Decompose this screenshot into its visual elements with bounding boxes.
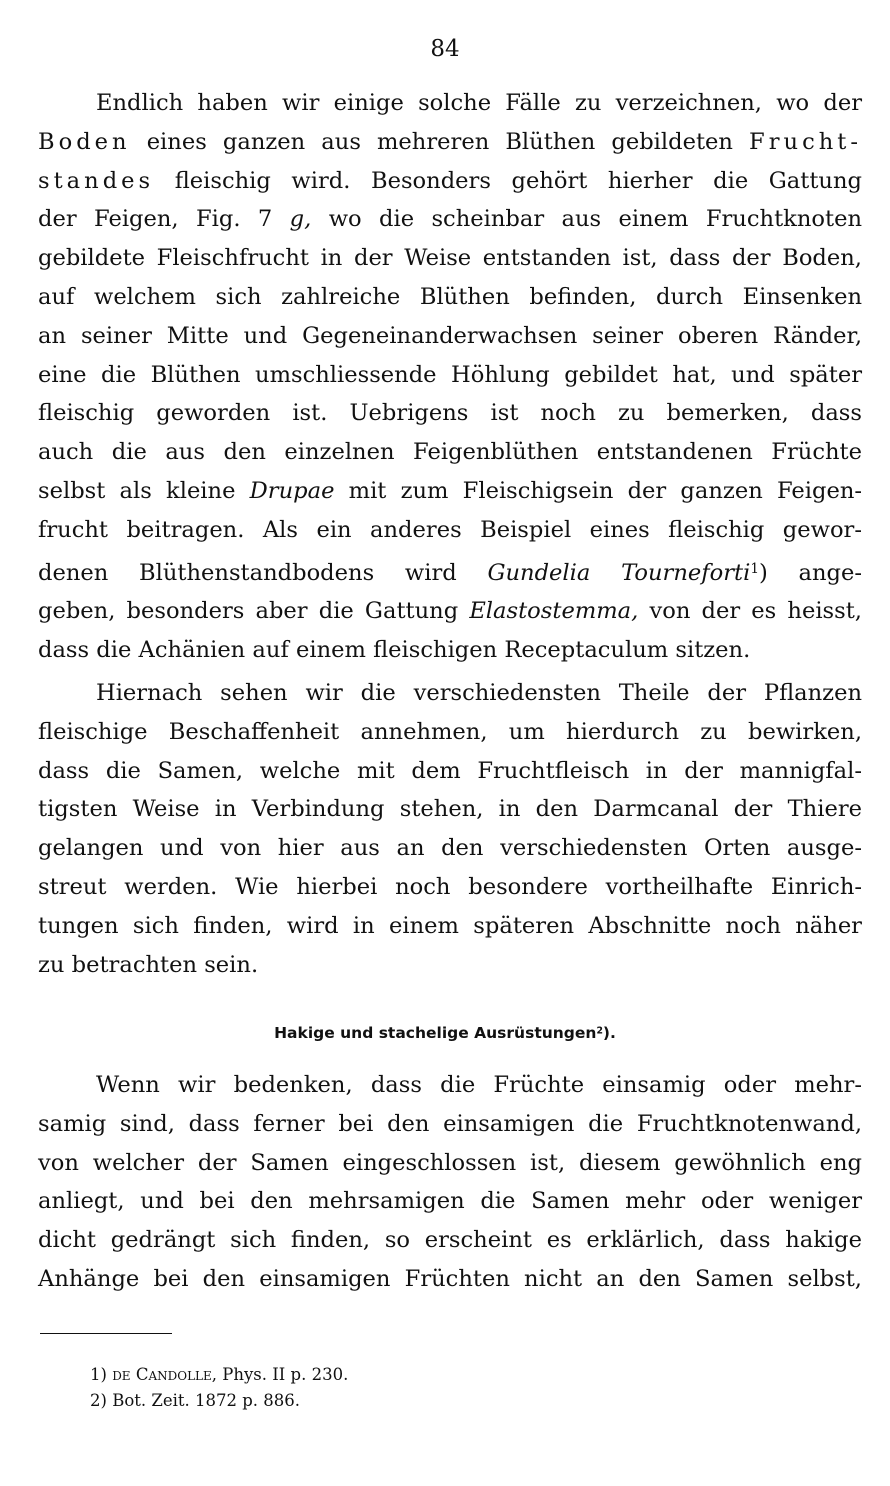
text-line: fleischige Beschaffenheit annehmen, um hierdurch zu bewirken, xyxy=(38,718,862,745)
text-line xyxy=(38,200,862,239)
paragraph-1 xyxy=(38,84,862,670)
text-line xyxy=(38,592,862,631)
text-line: frucht beitragen. Als ein anderes Beispiel eines fleischig gewor- xyxy=(38,516,862,543)
paragraph-2 xyxy=(38,674,862,984)
text-line xyxy=(38,472,862,511)
text-line: streut werden. Wie hierbei noch besondere vortheilhafte Einrich- xyxy=(38,873,862,900)
text-line: Wenn wir bedenken, dass die Früchte einsamig oder mehr- xyxy=(96,1072,862,1098)
italic-term: Elastostemma, xyxy=(469,598,639,625)
text-segment: ) ange- xyxy=(758,559,862,586)
text-line: auch die aus den einzelnen Feigenblüthen entstandenen Früchte xyxy=(38,439,862,466)
text-line: anliegt, und bei den mehrsamigen die Samen mehr oder weniger xyxy=(38,1188,862,1215)
paragraph-3 xyxy=(38,1066,862,1299)
text-line: eine die Blüthen umschliessende Höhlung gebildet hat, und später xyxy=(38,361,862,388)
text-line: gelangen und von hier aus an den verschiedensten Orten ausge- xyxy=(38,835,862,862)
text-line xyxy=(38,162,862,201)
footnote-2 xyxy=(90,1388,348,1414)
text-segment: selbst als kleine xyxy=(38,477,250,504)
text-line: Endlich haben wir einige solche Fälle zu verzeichnen, wo der xyxy=(96,90,862,116)
footnote-ref: 2 xyxy=(596,1025,603,1037)
italic-term: Drupae xyxy=(249,477,335,504)
heading-text: Hakige und stachelige Ausrüstungen xyxy=(274,1024,597,1042)
section-heading xyxy=(0,1024,890,1042)
text-line: tigsten Weise in Verbindung stehen, in den Darmcanal der Thiere xyxy=(38,796,862,823)
footnote-1 xyxy=(90,1362,348,1388)
footnote-author: de Candolle xyxy=(112,1365,212,1384)
italic-term: Gundelia Tourneforti xyxy=(487,559,751,586)
figure-reference: g, xyxy=(289,206,312,233)
footnote-divider xyxy=(40,1333,172,1334)
footnote-text: , Phys. II p. 230. xyxy=(211,1365,349,1384)
text-line: Hiernach sehen wir die verschiedensten Theile der Pflanzen xyxy=(96,680,862,706)
text-line: dass die Samen, welche mit dem Fruchtfleisch in der mannigfal- xyxy=(38,757,862,784)
text-line: auf welchem sich zahlreiche Blüthen befinden, durch Einsenken xyxy=(38,283,862,310)
text-segment: von der es heisst, xyxy=(638,598,862,625)
footnote-marker: 1) xyxy=(90,1365,107,1384)
text-line: zu betrachten sein. xyxy=(38,951,259,978)
spaced-word: Frucht- xyxy=(749,128,862,155)
footnote-marker: 2) xyxy=(90,1391,107,1410)
text-segment: mit zum Fleischigsein der ganzen Feigen- xyxy=(334,477,863,504)
text-line xyxy=(38,550,862,593)
text-line xyxy=(38,123,862,162)
spaced-word: Boden xyxy=(38,128,131,155)
text-segment: fleischig wird. Besonders gehört hierher die Gattung xyxy=(174,167,862,194)
text-segment: der Feigen, Fig. 7 xyxy=(38,206,290,233)
text-line: Anhänge bei den einsamigen Früchten nicht an den Samen selbst, xyxy=(38,1265,862,1292)
text-segment: geben, besonders aber die Gattung xyxy=(38,598,470,625)
text-line: von welcher der Samen eingeschlossen ist, diesem gewöhnlich eng xyxy=(38,1149,862,1176)
heading-suffix: ). xyxy=(602,1024,616,1042)
text-line: fleischig geworden ist. Uebrigens ist noch zu bemerken, dass xyxy=(38,400,862,427)
spaced-word: standes xyxy=(38,167,155,194)
page-number: 84 xyxy=(430,36,460,62)
text-line: tungen sich finden, wird in einem späteren Abschnitte noch näher xyxy=(38,912,862,939)
text-line: dass die Achänien auf einem fleischigen Receptaculum sitzen. xyxy=(38,636,751,663)
footnotes xyxy=(90,1362,348,1414)
footnote-text: Bot. Zeit. 1872 p. 886. xyxy=(112,1391,301,1410)
text-segment: eines ganzen aus mehreren Blüthen gebildeten xyxy=(146,128,733,155)
footnote-ref: 1 xyxy=(750,560,759,577)
text-line: dicht gedrängt sich finden, so erscheint es erklärlich, dass hakige xyxy=(38,1227,862,1254)
text-line: samig sind, dass ferner bei den einsamigen die Fruchtknotenwand, xyxy=(38,1110,862,1137)
text-line: an seiner Mitte und Gegeneinanderwachsen seiner oberen Ränder, xyxy=(38,322,862,349)
text-segment: denen Blüthenstandbodens wird xyxy=(38,559,488,586)
text-line: gebildete Fleischfrucht in der Weise entstanden ist, dass der Boden, xyxy=(38,245,862,272)
text-segment: wo die scheinbar aus einem Fruchtknoten xyxy=(311,206,862,233)
